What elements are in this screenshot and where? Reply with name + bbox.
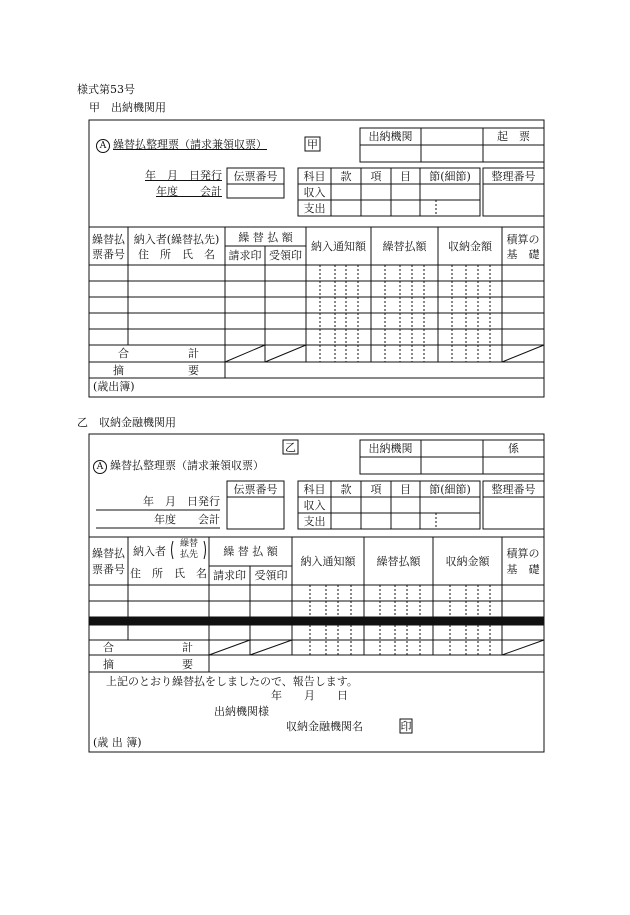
copy-a-issue-date: 年 月 日発行 <box>145 169 222 182</box>
copy-b-issue-date: 年 月 日発行 <box>143 495 220 508</box>
copy-b-ko: 項 <box>370 483 382 496</box>
copy-a-kamoku: 科目 <box>303 170 326 183</box>
copy-b-basis-1: 積算の <box>506 547 540 560</box>
copy-a-fiscal-year: 年度 会計 <box>156 185 222 198</box>
report-date: 年 月 日 <box>271 689 348 702</box>
copy-b-frame <box>89 434 544 752</box>
copy-b-kamoku: 科目 <box>303 483 326 496</box>
copy-a-col1-line2: 票番号 <box>92 248 125 261</box>
copy-a-basis-2: 基 礎 <box>506 248 540 261</box>
copy-a-ref-no: 整理番号 <box>491 170 536 183</box>
copy-b-notice: 納入通知額 <box>300 555 356 568</box>
copy-a-request-seal: 請求印 <box>228 249 262 262</box>
copy-a-expense: 支出 <box>303 202 326 215</box>
copy-b-request-seal: 請求印 <box>213 569 246 582</box>
copy-b-col1-line1: 繰替払 <box>92 547 125 560</box>
copy-a-kan: 款 <box>340 170 352 183</box>
copy-a-kurikae: 繰替払額 <box>382 240 427 253</box>
copy-b-summary-1: 摘 <box>103 658 114 671</box>
copy-b-kan: 款 <box>340 483 352 496</box>
copy-a-setsu: 節(細節) <box>429 170 471 183</box>
copy-a-col2-bottom: 住 所 氏 名 <box>138 248 215 261</box>
copy-b-slip-no: 伝票番号 <box>233 483 278 496</box>
copy-b-amount: 繰 替 払 額 <box>223 545 278 558</box>
copy-b-col2-bottom: 住 所 氏 名 <box>130 567 207 580</box>
copy-a-ko: 項 <box>370 170 382 183</box>
copy-b-ref-no: 整理番号 <box>491 483 536 496</box>
copy-a-summary-2: 要 <box>188 364 199 377</box>
copy-b-income: 収入 <box>303 499 326 512</box>
copy-b-title: 繰替払整理票（請求兼領収票） <box>110 459 264 472</box>
copy-a-income: 収入 <box>303 186 326 199</box>
copy-b-kakari: 係 <box>508 442 519 455</box>
copy-a-title: 繰替払整理票（請求兼領収票） <box>113 138 267 151</box>
copy-b-agency: 出納機関 <box>368 442 413 455</box>
copy-a-col1-line1: 繰替払 <box>92 233 125 246</box>
copy-b-basis-2: 基 礎 <box>506 563 540 576</box>
copy-b-collected: 収納金額 <box>445 555 490 568</box>
cut-band <box>89 617 544 625</box>
copy-b-total-2: 計 <box>182 641 193 654</box>
copy-a-kihyo: 起 票 <box>497 130 530 143</box>
copy-b-summary-2: 要 <box>182 658 193 671</box>
bank-name: 収納金融機関名 <box>286 720 363 733</box>
copy-a-amount: 繰 替 払 額 <box>238 231 293 244</box>
copy-a-col2-top: 納入者(繰替払先) <box>133 233 220 246</box>
copy-a-moku: 目 <box>400 170 411 183</box>
copy-a-collected: 収納金額 <box>448 240 492 253</box>
copy-b-heading: 乙 収納金融機関用 <box>77 416 176 429</box>
copy-a-mark: 甲 <box>307 138 318 151</box>
copy-b-mark: 乙 <box>285 441 296 454</box>
copy-b-expense: 支出 <box>303 515 326 528</box>
copy-b-ledger: (歳 出 簿) <box>93 736 142 749</box>
copy-a-receipt-seal: 受領印 <box>269 249 302 262</box>
circle-a-icon: A <box>93 460 107 474</box>
copy-b-setsu: 節(細節) <box>429 483 471 496</box>
copy-a-agency: 出納機関 <box>368 130 413 143</box>
copy-b-title-row <box>93 459 107 474</box>
copy-b-kurikae: 繰替払額 <box>376 555 421 568</box>
form-id: 様式第53号 <box>77 83 135 96</box>
copy-a-ledger: (歳出簿) <box>93 380 135 393</box>
copy-a-total-1: 合 <box>118 347 129 360</box>
copy-a-title-row <box>96 138 110 153</box>
copy-b-moku: 目 <box>400 483 411 496</box>
copy-a-total-2: 計 <box>188 347 199 360</box>
copy-b-bracket-1: 繰替 <box>179 539 198 549</box>
copy-b-bracket-2: 払先 <box>179 550 198 560</box>
copy-b-total-1: 合 <box>103 641 114 654</box>
copy-b-col2-top: 納入者 <box>133 545 166 558</box>
copy-b-receipt-seal: 受領印 <box>254 569 288 582</box>
seal-icon: 印 <box>400 720 412 733</box>
addressee: 出納機関様 <box>214 705 269 718</box>
copy-a-notice: 納入通知額 <box>311 240 366 253</box>
copy-b-col1-line2: 票番号 <box>92 563 125 576</box>
copy-a-slip-no: 伝票番号 <box>233 170 278 183</box>
copy-a-summary-1: 摘 <box>113 364 124 377</box>
copy-a-heading: 甲 出納機関用 <box>89 101 166 114</box>
copy-a-basis-1: 積算の <box>506 233 540 246</box>
copy-b-fiscal-year: 年度 会計 <box>154 513 220 526</box>
report-text: 上記のとおり繰替払をしましたので、報告します。 <box>106 675 358 688</box>
circle-a-icon: A <box>96 139 110 153</box>
